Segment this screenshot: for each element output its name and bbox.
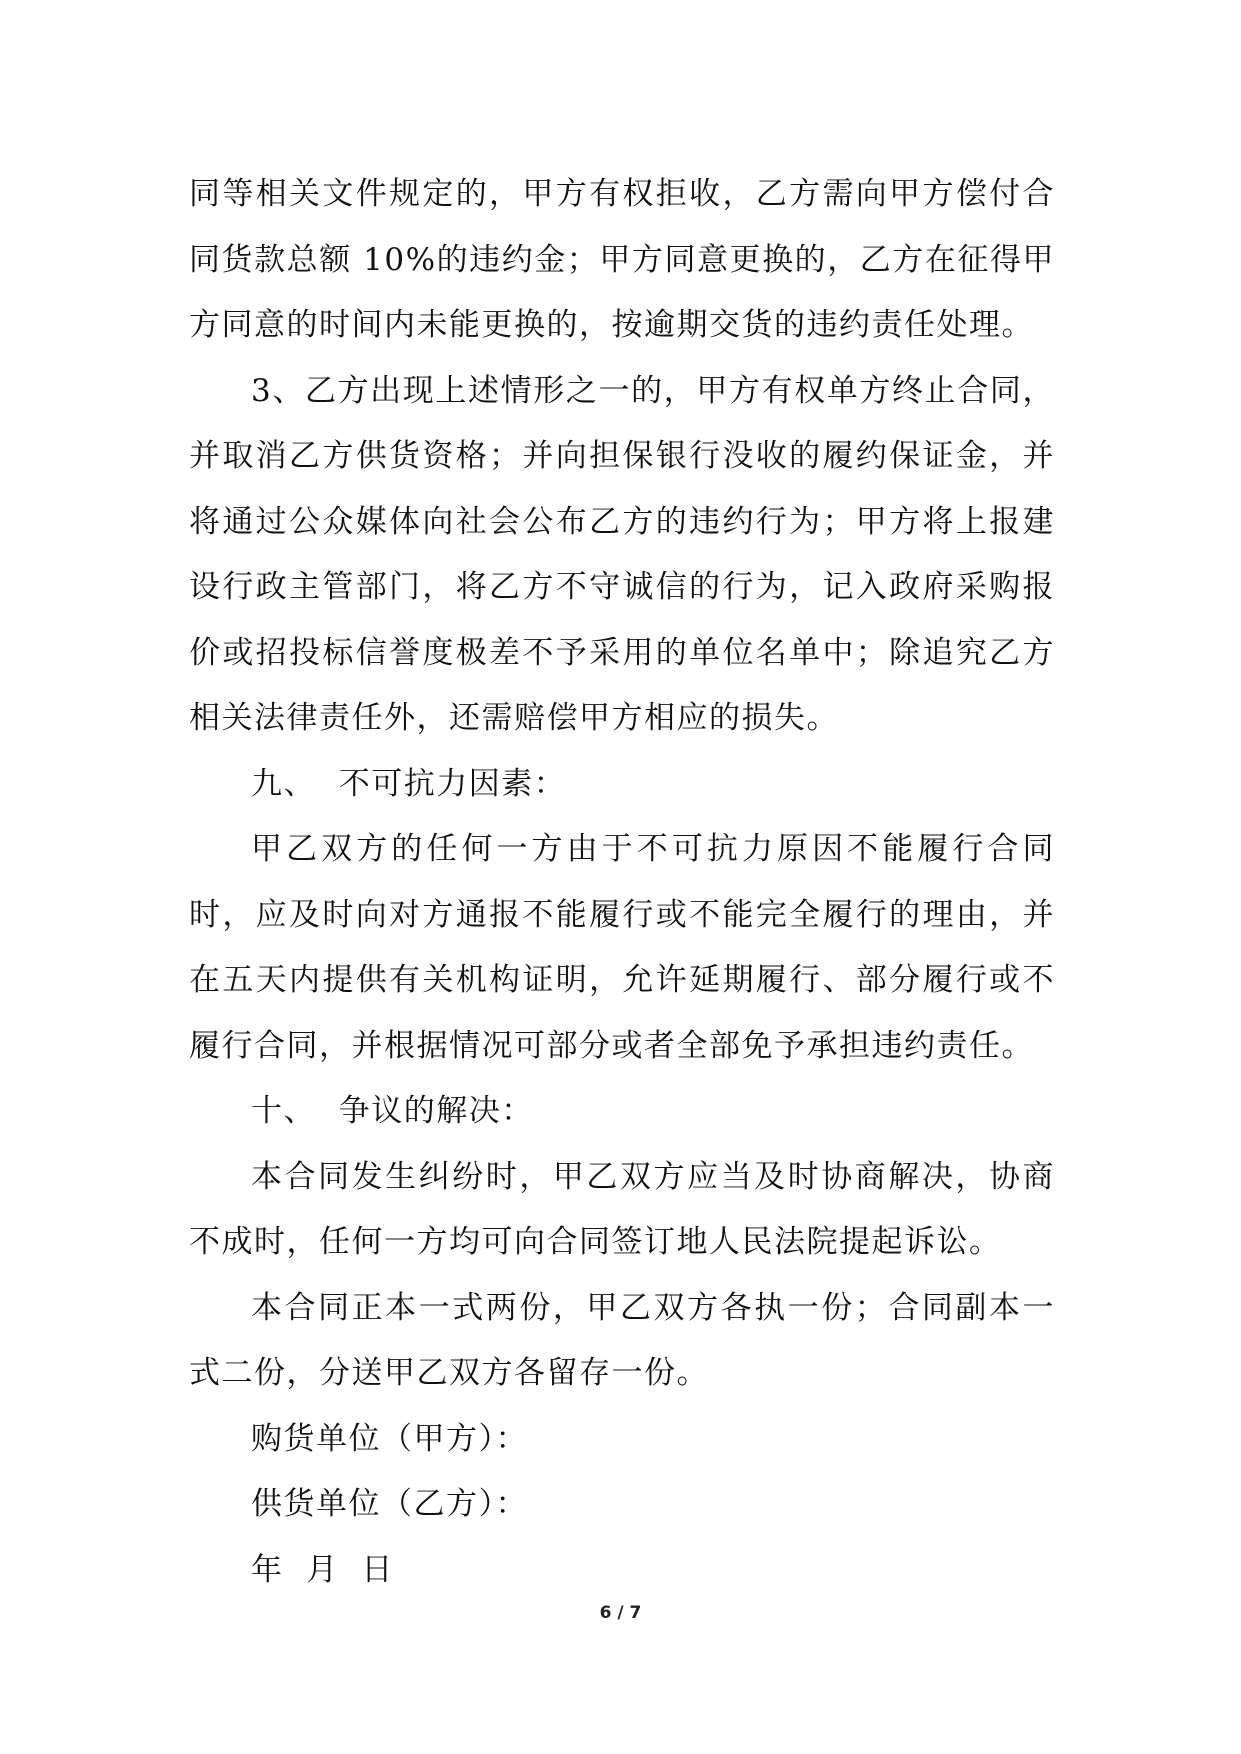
signature-date: 年 月 日: [251, 1551, 394, 1588]
paragraph-copies: 本合同正本一式两份，甲乙双方各执一份；合同副本一式二份，分送甲乙双方各留存一份。: [189, 1289, 1055, 1391]
paragraph-clause-3: 3、乙方出现上述情形之一的，甲方有权单方终止合同，并取消乙方供货资格；并向担保银行没收的履约保证金，并将通过公众媒体向社会公布乙方的违约行为；甲方将上报建设行政主管部门，将乙方不守诚信的行为，记入政府采购报价或招投标信誉度极差不予采用的单位名单中；除追究乙方相关法律责任外，还需赔偿甲方相应的损失。: [189, 372, 1055, 736]
page-number: 6 / 7: [599, 1603, 642, 1623]
section-heading-dispute-resolution: 十、 争议的解决：: [251, 1093, 534, 1129]
document-body: [189, 162, 1055, 1603]
section-heading-force-majeure: 九、 不可抗力因素：: [251, 765, 567, 802]
paragraph-continuation: 同等相关文件规定的，甲方有权拒收，乙方需向甲方偿付合同货款总额 10%的违约金；甲方同意更换的，乙方在征得甲方同意的时间内未能更换的，按逾期交货的违约责任处理。: [189, 176, 1055, 343]
signature-supplier: 供货单位（乙方）：: [251, 1486, 528, 1522]
paragraph-dispute-resolution: 本合同发生纠纷时，甲乙双方应当及时协商解决，协商不成时，任何一方均可向合同签订地人民法院提起诉讼。: [189, 1158, 1055, 1260]
paragraph-force-majeure: 甲乙双方的任何一方由于不可抗力原因不能履行合同时，应及时向对方通报不能履行或不能完全履行的理由，并在五天内提供有关机构证明，允许延期履行、部分履行或不履行合同，并根据情况可部分或者全部免予承担违约责任。: [189, 831, 1055, 1064]
signature-buyer: 购货单位（甲方）：: [251, 1420, 528, 1457]
